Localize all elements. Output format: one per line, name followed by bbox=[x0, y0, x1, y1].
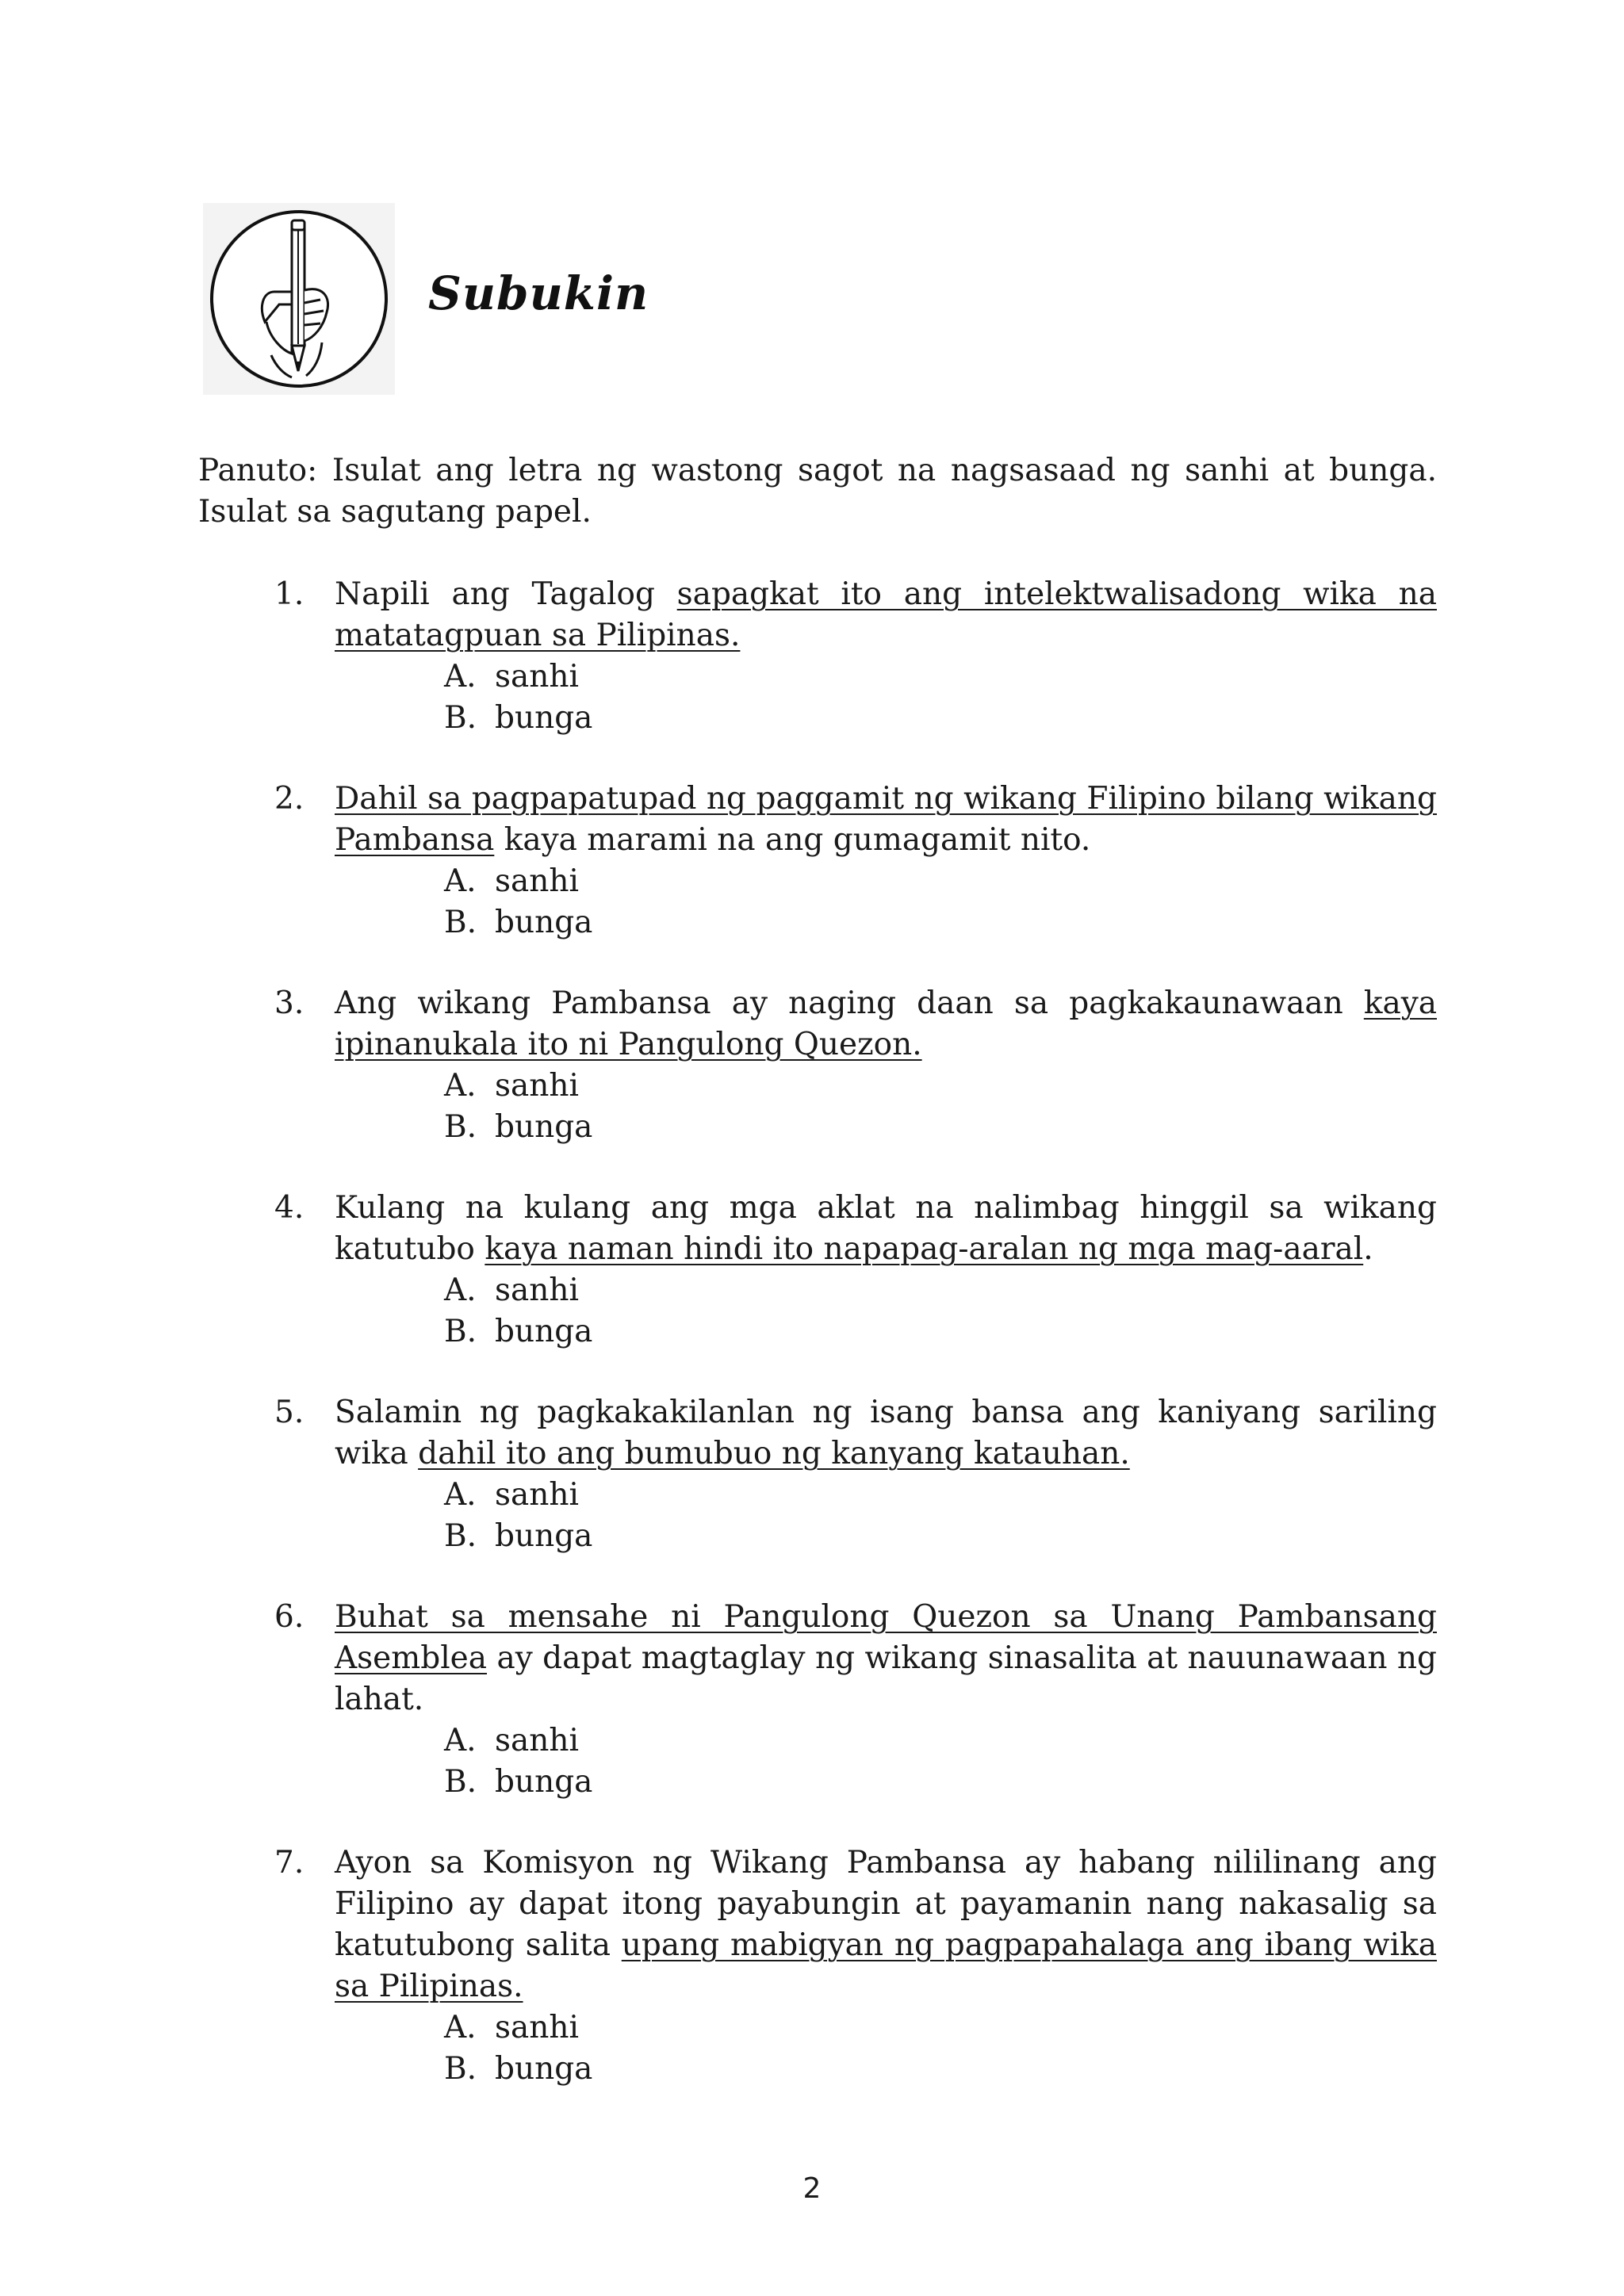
question-text-underlined: Buhat sa mensahe ni Pangulong Quezon sa Unang Pambansang Asemblea bbox=[335, 1599, 1437, 1676]
choice-text: sanhi bbox=[495, 863, 579, 899]
choice-text: bunga bbox=[495, 700, 593, 736]
choice-text: sanhi bbox=[495, 1068, 579, 1104]
choice-a bbox=[335, 861, 1437, 902]
choice-letter: B. bbox=[444, 1109, 477, 1145]
choice-text: bunga bbox=[495, 1764, 593, 1800]
question-text-plain: Ayon sa Komisyon ng Wikang Pambansa ay habang nililinang ang Filipino ay dapat itong payabungin at payamanin nang nakasalig sa katutubong salita bbox=[335, 1845, 1437, 1963]
section-title: Subukin bbox=[428, 266, 649, 320]
question-item bbox=[198, 1188, 1437, 1353]
question-text-underlined: Dahil sa pagpapatupad ng paggamit ng wikang Filipino bilang wikang Pambansa bbox=[335, 781, 1437, 858]
question-text bbox=[335, 1392, 1437, 1475]
question-number: 6. bbox=[274, 1599, 304, 1635]
choice-text: sanhi bbox=[495, 1723, 579, 1758]
choice-text: sanhi bbox=[495, 1272, 579, 1308]
question-text-plain-end: . bbox=[1363, 1231, 1373, 1267]
question-list bbox=[198, 574, 1437, 2130]
question-text-underlined: dahil ito ang bumubuo ng kanyang katauhan. bbox=[418, 1436, 1130, 1471]
choice-letter: A. bbox=[444, 1272, 477, 1308]
choice-a bbox=[335, 656, 1437, 698]
choice-b bbox=[335, 698, 1437, 739]
question-text-plain: Salamin ng pagkakakilanlan ng isang bansa ang kaniyang sariling wika bbox=[335, 1395, 1437, 1471]
choice-letter: B. bbox=[444, 1314, 477, 1349]
question-text bbox=[335, 1843, 1437, 2007]
choice-text: bunga bbox=[495, 2051, 593, 2087]
choice-a bbox=[335, 1475, 1437, 1516]
choice-letter: A. bbox=[444, 659, 477, 695]
question-text-plain: Ang wikang Pambansa ay naging daan sa pagkakaunawaan bbox=[335, 985, 1364, 1021]
question-number: 1. bbox=[274, 576, 304, 612]
choice-b bbox=[335, 1107, 1437, 1148]
question-text-plain: Napili ang Tagalog bbox=[335, 576, 677, 612]
choice-letter: A. bbox=[444, 1068, 477, 1104]
question-item bbox=[198, 779, 1437, 943]
choice-text: bunga bbox=[495, 905, 593, 940]
choice-b bbox=[335, 1762, 1437, 1803]
choice-b bbox=[335, 1516, 1437, 1557]
question-number: 4. bbox=[274, 1190, 304, 1226]
question-text bbox=[335, 983, 1437, 1066]
choice-b bbox=[335, 1311, 1437, 1353]
choice-letter: A. bbox=[444, 1723, 477, 1758]
question-text-plain-end: kaya marami na ang gumagamit nito. bbox=[494, 822, 1091, 858]
choice-a bbox=[335, 2007, 1437, 2049]
page-number: 2 bbox=[802, 2172, 822, 2205]
question-number: 5. bbox=[274, 1395, 304, 1430]
choice-b bbox=[335, 902, 1437, 943]
choice-text: sanhi bbox=[495, 659, 579, 695]
choice-text: sanhi bbox=[495, 1477, 579, 1513]
question-text bbox=[335, 1188, 1437, 1270]
choice-letter: B. bbox=[444, 1518, 477, 1554]
question-text bbox=[335, 574, 1437, 656]
choice-text: bunga bbox=[495, 1109, 593, 1145]
choice-a bbox=[335, 1720, 1437, 1762]
choice-text: bunga bbox=[495, 1314, 593, 1349]
choice-text: sanhi bbox=[495, 2010, 579, 2045]
choice-letter: A. bbox=[444, 2010, 477, 2045]
choice-text: bunga bbox=[495, 1518, 593, 1554]
choice-letter: A. bbox=[444, 1477, 477, 1513]
choice-letter: B. bbox=[444, 905, 477, 940]
choice-letter: B. bbox=[444, 700, 477, 736]
choice-a bbox=[335, 1066, 1437, 1107]
question-item bbox=[198, 1843, 1437, 2090]
choice-letter: B. bbox=[444, 2051, 477, 2087]
choice-a bbox=[335, 1270, 1437, 1311]
question-item bbox=[198, 983, 1437, 1148]
choice-letter: B. bbox=[444, 1764, 477, 1800]
hand-holding-pencil-icon bbox=[203, 203, 395, 395]
question-number: 2. bbox=[274, 781, 304, 817]
question-text-plain: Kulang na kulang ang mga aklat na nalimbag hinggil sa wikang katutubo bbox=[335, 1190, 1437, 1267]
question-text-underlined: sapagkat ito ang intelektwalisadong wika na matatagpuan sa Pilipinas. bbox=[335, 576, 1437, 653]
question-item bbox=[198, 1597, 1437, 1803]
question-text bbox=[335, 1597, 1437, 1720]
question-item bbox=[198, 1392, 1437, 1557]
question-text bbox=[335, 779, 1437, 861]
question-text-plain-end: ay dapat magtaglay ng wikang sinasalita at nauunawaan ng lahat. bbox=[335, 1640, 1437, 1717]
choice-letter: A. bbox=[444, 863, 477, 899]
question-text-underlined: upang mabigyan ng pagpapahalaga ang ibang wika sa Pilipinas. bbox=[335, 1927, 1437, 2004]
question-text-underlined: kaya naman hindi ito napapag-aralan ng mga mag-aaral bbox=[485, 1231, 1364, 1267]
choice-b bbox=[335, 2049, 1437, 2090]
question-number: 7. bbox=[274, 1845, 304, 1881]
question-item bbox=[198, 574, 1437, 739]
question-text-underlined: kaya ipinanukala ito ni Pangulong Quezon. bbox=[335, 985, 1437, 1062]
instructions: Panuto: Isulat ang letra ng wastong sagot na nagsasaad ng sanhi at bunga. Isulat sa sagutang papel. bbox=[198, 453, 1437, 530]
question-number: 3. bbox=[274, 985, 304, 1021]
